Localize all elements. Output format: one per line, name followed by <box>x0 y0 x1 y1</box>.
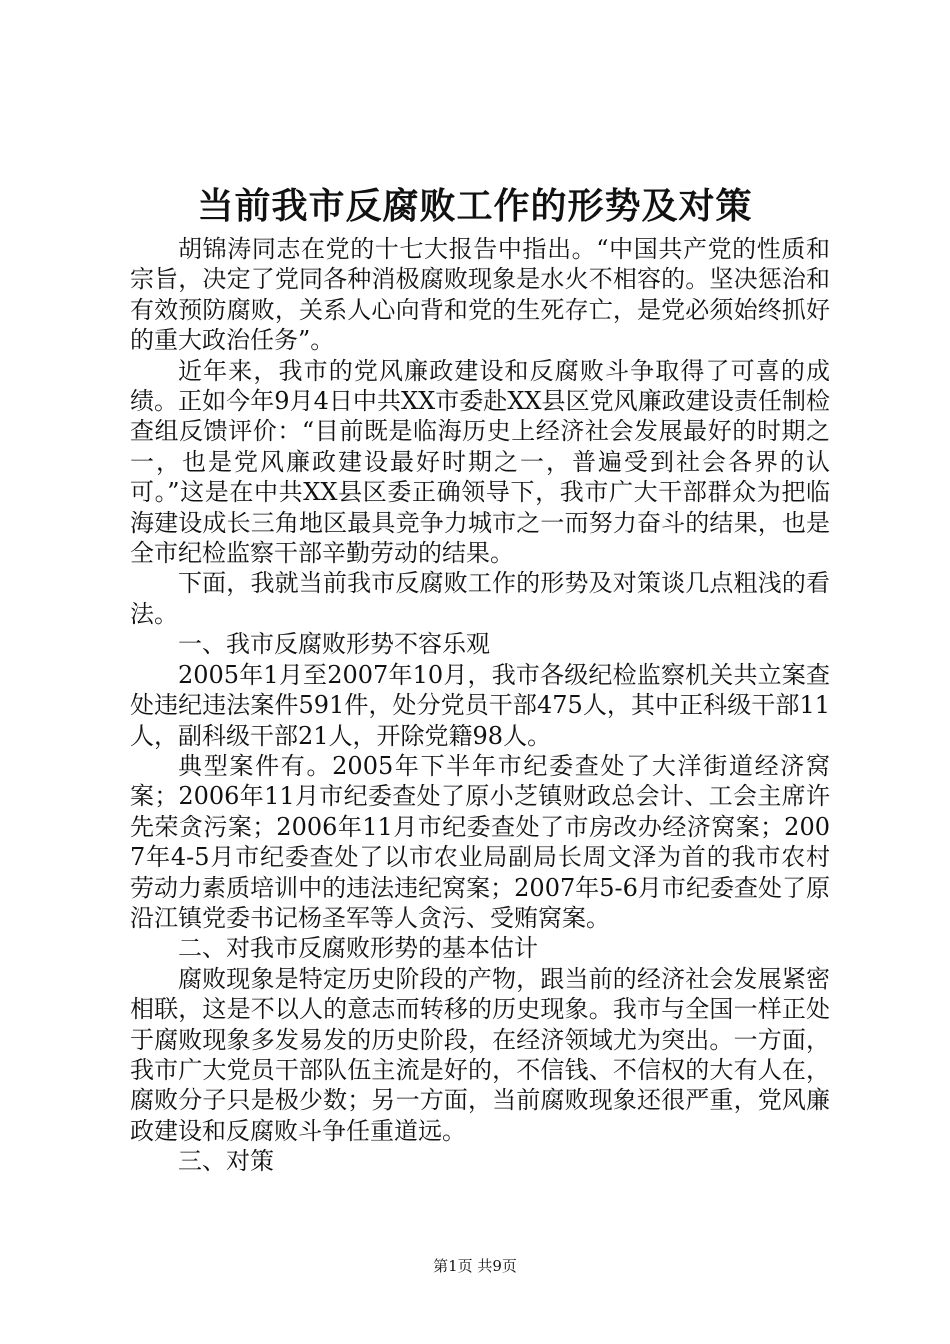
document-body <box>130 234 830 1177</box>
page-footer: 第1页 共9页 <box>433 1257 517 1275</box>
section-heading-3: 三、对策 <box>178 1147 274 1176</box>
paragraph-overview: 下面，我就当前我市反腐败工作的形势及对策谈几点粗浅的看法。 <box>130 569 830 628</box>
document-title: 当前我市反腐败工作的形势及对策 <box>197 186 753 227</box>
paragraph-intro: 胡锦涛同志在党的十七大报告中指出。“中国共产党的性质和宗旨，决定了党同各种消极腐败现象是水火不相容的。坚决惩治和有效预防腐败，关系人心向背和党的生死存亡，是党必须始终抓好的重大政治任务”。 <box>130 235 830 355</box>
paragraph-achievements: 近年来，我市的党风廉政建设和反腐败斗争取得了可喜的成绩。正如今年9月4日中共XX市委赴XX县区党风廉政建设责任制检查组反馈评价：“目前既是临海历史上经济社会发展最好的时期之一，也是党风廉政建设最好时期之一，普遍受到社会各界的认可。”这是在中共XX县区委正确领导下，我市广大干部群众为把临海建设成长三角地区最具竞争力城市之一而努力奋斗的结果，也是全市纪检监察干部辛勤劳动的结果。 <box>130 356 830 568</box>
section-heading-2: 二、对我市反腐败形势的基本估计 <box>178 934 538 963</box>
section-heading-1: 一、我市反腐败形势不容乐观 <box>178 630 490 659</box>
paragraph-statistics: 2005年1月至2007年10月，我市各级纪检监察机关共立案查处违纪违法案件591件，处分党员干部475人，其中正科级干部11人，副科级干部21人，开除党籍98人。 <box>130 660 830 750</box>
paragraph-assessment: 腐败现象是特定历史阶段的产物，跟当前的经济社会发展紧密相联，这是不以人的意志而转移的历史现象。我市与全国一样正处于腐败现象多发易发的历史阶段，在经济领域尤为突出。一方面，我市广大党员干部队伍主流是好的，不信钱、不信权的大有人在，腐败分子只是极少数；另一方面，当前腐败现象还很严重，党风廉政建设和反腐败斗争任重道远。 <box>130 964 830 1145</box>
paragraph-typical-cases: 典型案件有。2005年下半年市纪委查处了大洋街道经济窝案；2006年11月市纪委查处了原小芝镇财政总会计、工会主席许先荣贪污案；2006年11月市纪委查处了市房改办经济窝案；2007年4-5月市纪委查处了以市农业局副局长周文泽为首的我市农村劳动力素质培训中的违法违纪窝案；2007年5-6月市纪委查处了原沿江镇党委书记杨圣军等人贪污、受贿窝案。 <box>130 751 830 932</box>
